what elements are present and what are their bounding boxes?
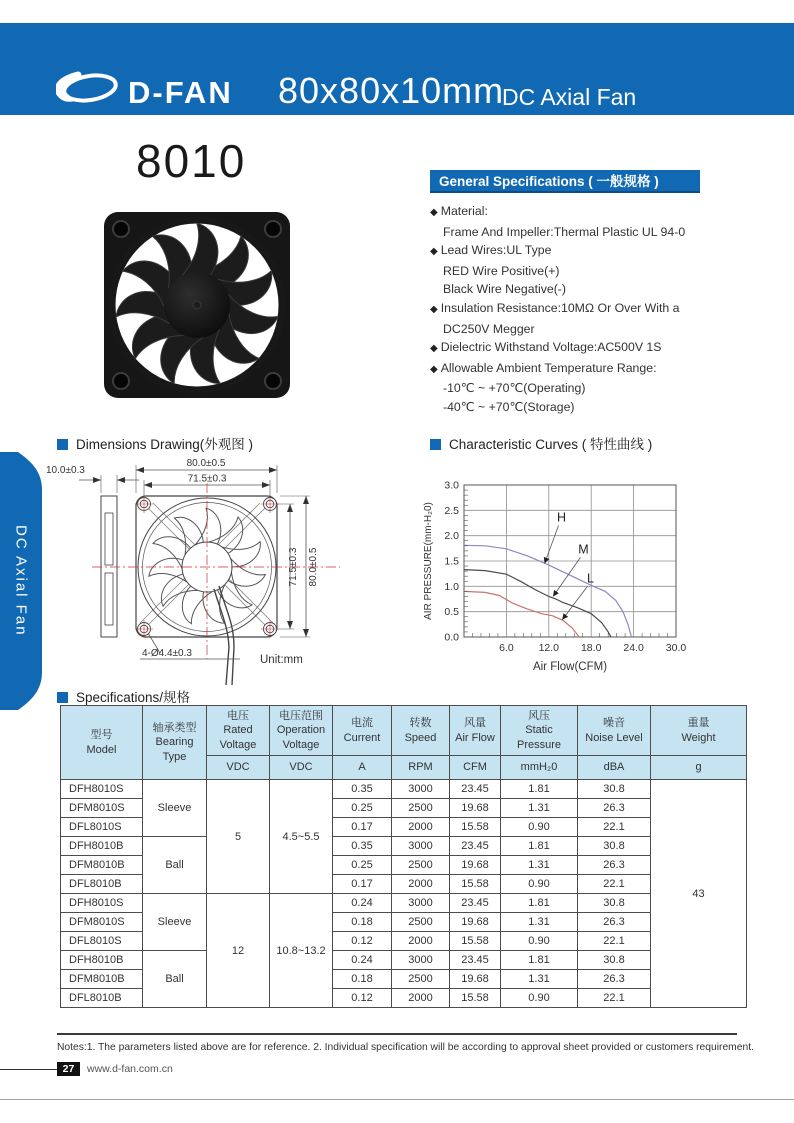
col-header-rated-voltage: 电压 Rated Voltage <box>207 706 270 756</box>
model-number-title: 8010 <box>136 135 247 187</box>
table-row <box>61 951 747 970</box>
table-cell: 0.17 <box>333 818 392 837</box>
fan-product-photo <box>94 210 301 400</box>
table-cell: 0.35 <box>333 837 392 856</box>
side-tab-dc-axial-fan <box>0 452 42 710</box>
spec-item: -40℃ ~ +70℃(Storage) <box>443 399 575 414</box>
table-cell: DFM8010B <box>61 856 143 875</box>
table-cell: 26.3 <box>578 970 651 989</box>
spec-item: -10℃ ~ +70℃(Operating) <box>443 381 586 396</box>
table-row <box>61 894 747 913</box>
table-cell: 0.12 <box>333 932 392 951</box>
table-cell: 19.68 <box>450 913 501 932</box>
table-cell: 23.45 <box>450 837 501 856</box>
table-cell: 3000 <box>392 837 450 856</box>
header-band <box>0 23 794 115</box>
brand-logo-icon <box>56 67 122 109</box>
table-cell: 1.81 <box>501 894 578 913</box>
col-header-airflow: 风量 Air Flow <box>450 706 501 756</box>
spec-table <box>60 705 747 1008</box>
table-row <box>61 837 747 856</box>
svg-text:1.5: 1.5 <box>444 555 459 568</box>
table-cell: 1.31 <box>501 970 578 989</box>
table-cell: 22.1 <box>578 989 651 1008</box>
notes-divider <box>57 1033 737 1035</box>
chart-series <box>464 545 632 637</box>
col-header-bearing: 轴承类型 Bearing Type <box>143 706 207 780</box>
table-cell: Ball <box>143 837 207 894</box>
spec-item: ◆ Dielectric Withstand Voltage:AC500V 1S <box>430 340 662 355</box>
table-cell: 26.3 <box>578 799 651 818</box>
svg-text:30.0: 30.0 <box>665 642 687 654</box>
table-cell: 19.68 <box>450 970 501 989</box>
table-cell: 2500 <box>392 856 450 875</box>
table-cell: 30.8 <box>578 951 651 970</box>
table-cell: 0.25 <box>333 856 392 875</box>
general-specs-header: General Specifications ( 一般规格 ) <box>430 170 700 193</box>
unit-current: A <box>333 756 392 780</box>
svg-text:L: L <box>587 571 594 586</box>
page-title-size: 80x80x10mm <box>278 70 505 111</box>
section-curves-heading: Characteristic Curves ( 特性曲线 ) <box>430 433 652 453</box>
side-view <box>101 496 117 637</box>
table-cell: 1.81 <box>501 951 578 970</box>
dim-outer-width: 80.0±0.5 <box>186 458 226 469</box>
table-cell: DFM8010S <box>61 913 143 932</box>
table-cell: 3000 <box>392 951 450 970</box>
section-dimensions-heading: Dimensions Drawing(外观图 ) <box>57 433 253 453</box>
table-row <box>61 780 747 799</box>
table-cell: DFH8010S <box>61 894 143 913</box>
svg-text:18.0: 18.0 <box>580 642 602 654</box>
svg-text:Air Flow(CFM): Air Flow(CFM) <box>532 661 608 673</box>
spec-item: ◆ Material: <box>430 204 488 218</box>
col-header-speed: 转数 Speed <box>392 706 450 756</box>
table-cell: 0.18 <box>333 913 392 932</box>
svg-text:0.5: 0.5 <box>444 606 459 619</box>
table-cell: 23.45 <box>450 780 501 799</box>
blue-square-icon <box>57 439 68 450</box>
table-cell: 2000 <box>392 932 450 951</box>
table-cell: 23.45 <box>450 894 501 913</box>
svg-text:2.5: 2.5 <box>444 504 459 517</box>
col-header-noise: 噪音 Noise Level <box>578 706 651 756</box>
page-number-rule <box>0 1069 57 1070</box>
table-cell: 22.1 <box>578 818 651 837</box>
table-cell: DFH8010B <box>61 837 143 856</box>
col-header-current: 电流 Current <box>333 706 392 756</box>
table-cell: 0.12 <box>333 989 392 1008</box>
table-cell: 19.68 <box>450 856 501 875</box>
svg-text:0.0: 0.0 <box>444 631 459 644</box>
spec-item: ◆ Lead Wires:UL Type <box>430 243 552 258</box>
table-cell: 0.90 <box>501 932 578 951</box>
table-cell: 4.5~5.5 <box>270 780 333 894</box>
unit-speed: RPM <box>392 756 450 780</box>
table-cell: 0.24 <box>333 894 392 913</box>
notes-text: Notes:1. The parameters listed above are for reference. 2. Individual specification will be according to approval sheet provided or customers requirement. <box>57 1042 754 1053</box>
dim-mount-holes: 4-Ø4.4±0.3 <box>142 648 192 659</box>
unit-static-pressure: mmH₂0 <box>501 756 578 780</box>
bottom-rule <box>0 1099 794 1100</box>
table-cell: 26.3 <box>578 913 651 932</box>
spec-item: Frame And Impeller:Thermal Plastic UL 94-0 <box>443 224 686 239</box>
unit-weight: g <box>651 756 747 780</box>
table-cell: 23.45 <box>450 951 501 970</box>
dim-hole-pitch: 71.5±0.3 <box>187 473 227 485</box>
table-cell: 15.58 <box>450 818 501 837</box>
table-cell: 2000 <box>392 989 450 1008</box>
table-cell: 1.31 <box>501 799 578 818</box>
table-cell: DFL8010S <box>61 818 143 837</box>
dim-outer-height: 80.0±0.5 <box>308 547 319 587</box>
table-cell: 5 <box>207 780 270 894</box>
table-cell: 10.8~13.2 <box>270 894 333 1008</box>
spec-item: Black Wire Negative(-) <box>443 282 566 297</box>
col-header-model: 型号 Model <box>61 706 143 780</box>
table-cell: 15.58 <box>450 875 501 894</box>
table-cell: Sleeve <box>143 894 207 951</box>
blue-square-icon <box>57 692 68 703</box>
dim-side-width: 10.0±0.3 <box>46 465 85 476</box>
table-cell: 30.8 <box>578 894 651 913</box>
svg-text:24.0: 24.0 <box>623 642 644 654</box>
table-cell: 0.90 <box>501 818 578 837</box>
spec-item: DC250V Megger <box>443 321 535 336</box>
svg-text:6.0: 6.0 <box>499 642 514 654</box>
dim-hole-pitch-v: 71.5±0.3 <box>288 547 299 587</box>
table-cell: 0.35 <box>333 780 392 799</box>
table-cell: 1.81 <box>501 780 578 799</box>
blue-square-icon <box>430 439 441 450</box>
table-cell: 12 <box>207 894 270 1008</box>
table-cell: 26.3 <box>578 856 651 875</box>
svg-text:2.0: 2.0 <box>444 530 459 543</box>
svg-text:AIR PRESSURE(mm-H₂0): AIR PRESSURE(mm-H₂0) <box>423 502 434 620</box>
unit-airflow: CFM <box>450 756 501 780</box>
table-cell: 3000 <box>392 894 450 913</box>
table-cell: 15.58 <box>450 989 501 1008</box>
brand-name: D-FAN <box>128 75 233 110</box>
col-header-operation-voltage: 电压范围 Operation Voltage <box>270 706 333 756</box>
table-cell: 22.1 <box>578 932 651 951</box>
table-cell: 30.8 <box>578 780 651 799</box>
dimensions-drawing <box>44 455 404 690</box>
table-cell: 22.1 <box>578 875 651 894</box>
table-cell: 1.31 <box>501 856 578 875</box>
table-cell: 1.31 <box>501 913 578 932</box>
table-cell: 0.18 <box>333 970 392 989</box>
table-cell: DFH8010B <box>61 951 143 970</box>
table-cell: DFM8010B <box>61 970 143 989</box>
svg-text:1.0: 1.0 <box>444 580 459 593</box>
table-cell: 2000 <box>392 818 450 837</box>
table-cell: 2500 <box>392 799 450 818</box>
col-header-static-pressure: 风压 Static Pressure <box>501 706 578 756</box>
table-cell: DFH8010S <box>61 780 143 799</box>
table-cell: DFL8010S <box>61 932 143 951</box>
svg-text:H: H <box>557 510 567 525</box>
table-cell: 2500 <box>392 970 450 989</box>
svg-text:3.0: 3.0 <box>444 479 459 492</box>
table-cell: DFL8010B <box>61 875 143 894</box>
col-header-weight: 重量 Weight <box>651 706 747 756</box>
chart-axis-labels <box>423 480 686 674</box>
spec-item: ◆ Allowable Ambient Temperature Range: <box>430 360 657 375</box>
table-cell: DFL8010B <box>61 989 143 1008</box>
table-cell: 2000 <box>392 875 450 894</box>
table-cell: 3000 <box>392 780 450 799</box>
table-cell: 15.58 <box>450 932 501 951</box>
section-specifications-heading: Specifications/规格 <box>57 686 190 706</box>
table-cell: 0.90 <box>501 875 578 894</box>
table-cell: 30.8 <box>578 837 651 856</box>
side-tab-label: DC Axial Fan <box>12 525 30 637</box>
table-cell: 0.90 <box>501 989 578 1008</box>
characteristic-curves-chart <box>420 458 750 678</box>
page-number-badge: 27 <box>57 1062 80 1076</box>
table-cell: Sleeve <box>143 780 207 837</box>
table-cell: Ball <box>143 951 207 1008</box>
table-cell: DFM8010S <box>61 799 143 818</box>
svg-text:12.0: 12.0 <box>538 642 560 654</box>
table-cell: 19.68 <box>450 799 501 818</box>
unit-operation-voltage: VDC <box>270 756 333 780</box>
spec-item: ◆ Insulation Resistance:10MΩ Or Over With a <box>430 300 680 315</box>
general-specs-list <box>430 202 780 417</box>
dim-unit: Unit:mm <box>260 654 303 666</box>
unit-noise: dBA <box>578 756 651 780</box>
svg-text:M: M <box>578 542 589 557</box>
table-cell: 0.17 <box>333 875 392 894</box>
table-cell: 0.25 <box>333 799 392 818</box>
page-title-product: DC Axial Fan <box>502 84 637 110</box>
table-cell: 2500 <box>392 913 450 932</box>
chart-grid <box>464 485 676 637</box>
website-url: www.d-fan.com.cn <box>87 1063 173 1075</box>
spec-item: RED Wire Positive(+) <box>443 263 560 278</box>
unit-rated-voltage: VDC <box>207 756 270 780</box>
spec-table-body <box>61 780 747 1008</box>
table-cell: 0.24 <box>333 951 392 970</box>
table-cell: 43 <box>651 780 747 1008</box>
table-cell: 1.81 <box>501 837 578 856</box>
